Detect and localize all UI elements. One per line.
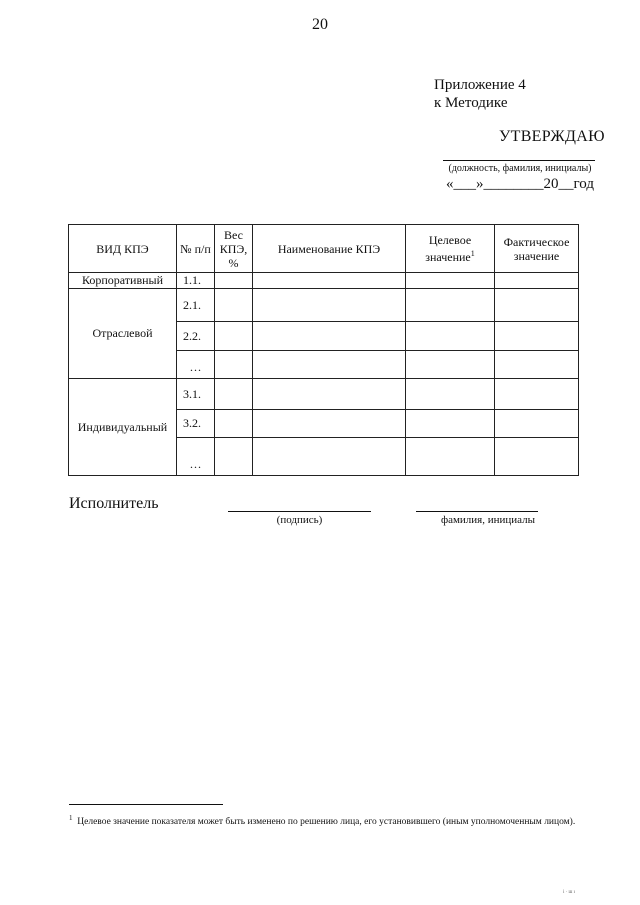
signature-caption: (подпись) [276,514,323,526]
row-number-cell: 2.1. [177,289,215,322]
approve-label: УТВЕРЖДАЮ [499,128,605,145]
weight-cell [215,410,253,438]
table-header-row [69,225,579,273]
target-cell [406,351,495,379]
actual-cell [495,322,579,351]
target-cell [406,410,495,438]
kpi-name-cell [253,379,406,410]
position-caption: (должность, фамилия, инициалы) [448,163,592,174]
weight-cell [215,289,253,322]
actual-cell [495,410,579,438]
weight-cell [215,438,253,476]
kpi-name-cell [253,273,406,289]
name-caption: фамилия, инициалы [440,514,536,526]
signature-line [228,511,371,512]
weight-cell [215,273,253,289]
appendix-title: Приложение 4 [434,77,526,93]
row-number-cell: 3.2. [177,410,215,438]
row-number-cell: 1.1. [177,273,215,289]
appendix-subtitle: к Методике [434,95,508,111]
executor-label: Исполнитель [69,495,159,512]
kpi-type-cell: Отраслевой [69,289,177,379]
header-target-text: Целевое значение [425,233,472,264]
actual-cell [495,438,579,476]
actual-cell [495,289,579,322]
actual-cell [495,379,579,410]
target-cell [406,438,495,476]
header-target-value [406,225,495,273]
row-number-cell: 3.1. [177,379,215,410]
name-line [416,511,538,512]
kpi-name-cell [253,289,406,322]
page-number: 20 [312,16,328,33]
weight-cell [215,351,253,379]
kpi-name-cell [253,410,406,438]
approval-date-line: «___»________20__год [446,176,594,192]
kpi-type-cell: Индивидуальный [69,379,177,476]
footnote-rule [69,804,223,805]
footnote-text: Целевое значение показателя может быть изменено по решению лица, его установившего (иным уполномоченным лицом). [77,817,576,828]
kpi-name-cell [253,351,406,379]
target-cell [406,273,495,289]
weight-cell [215,379,253,410]
target-cell [406,322,495,351]
table-row [69,273,579,289]
footnote [69,812,597,829]
row-number-cell: … [177,438,215,476]
actual-cell [495,273,579,289]
weight-cell [215,322,253,351]
kpi-type-cell: Корпоративный [69,273,177,289]
header-actual-value: Фактическое значение [495,225,579,273]
row-number-cell: 2.2. [177,322,215,351]
kpi-table [68,224,579,476]
header-kpi-type: ВИД КПЭ [69,225,177,273]
position-signature-line [443,160,595,161]
header-weight: Вес КПЭ, % [215,225,253,273]
margin-mark: i · ш ı [563,890,576,895]
row-number-cell: … [177,351,215,379]
footnote-marker: 1 [69,814,73,822]
target-cell [406,289,495,322]
table-row [69,289,579,322]
footnote-ref: 1 [470,249,475,258]
table-row [69,379,579,410]
header-kpi-name: Наименование КПЭ [253,225,406,273]
kpi-name-cell [253,322,406,351]
target-cell [406,379,495,410]
actual-cell [495,351,579,379]
kpi-name-cell [253,438,406,476]
header-number: № п/п [177,225,215,273]
